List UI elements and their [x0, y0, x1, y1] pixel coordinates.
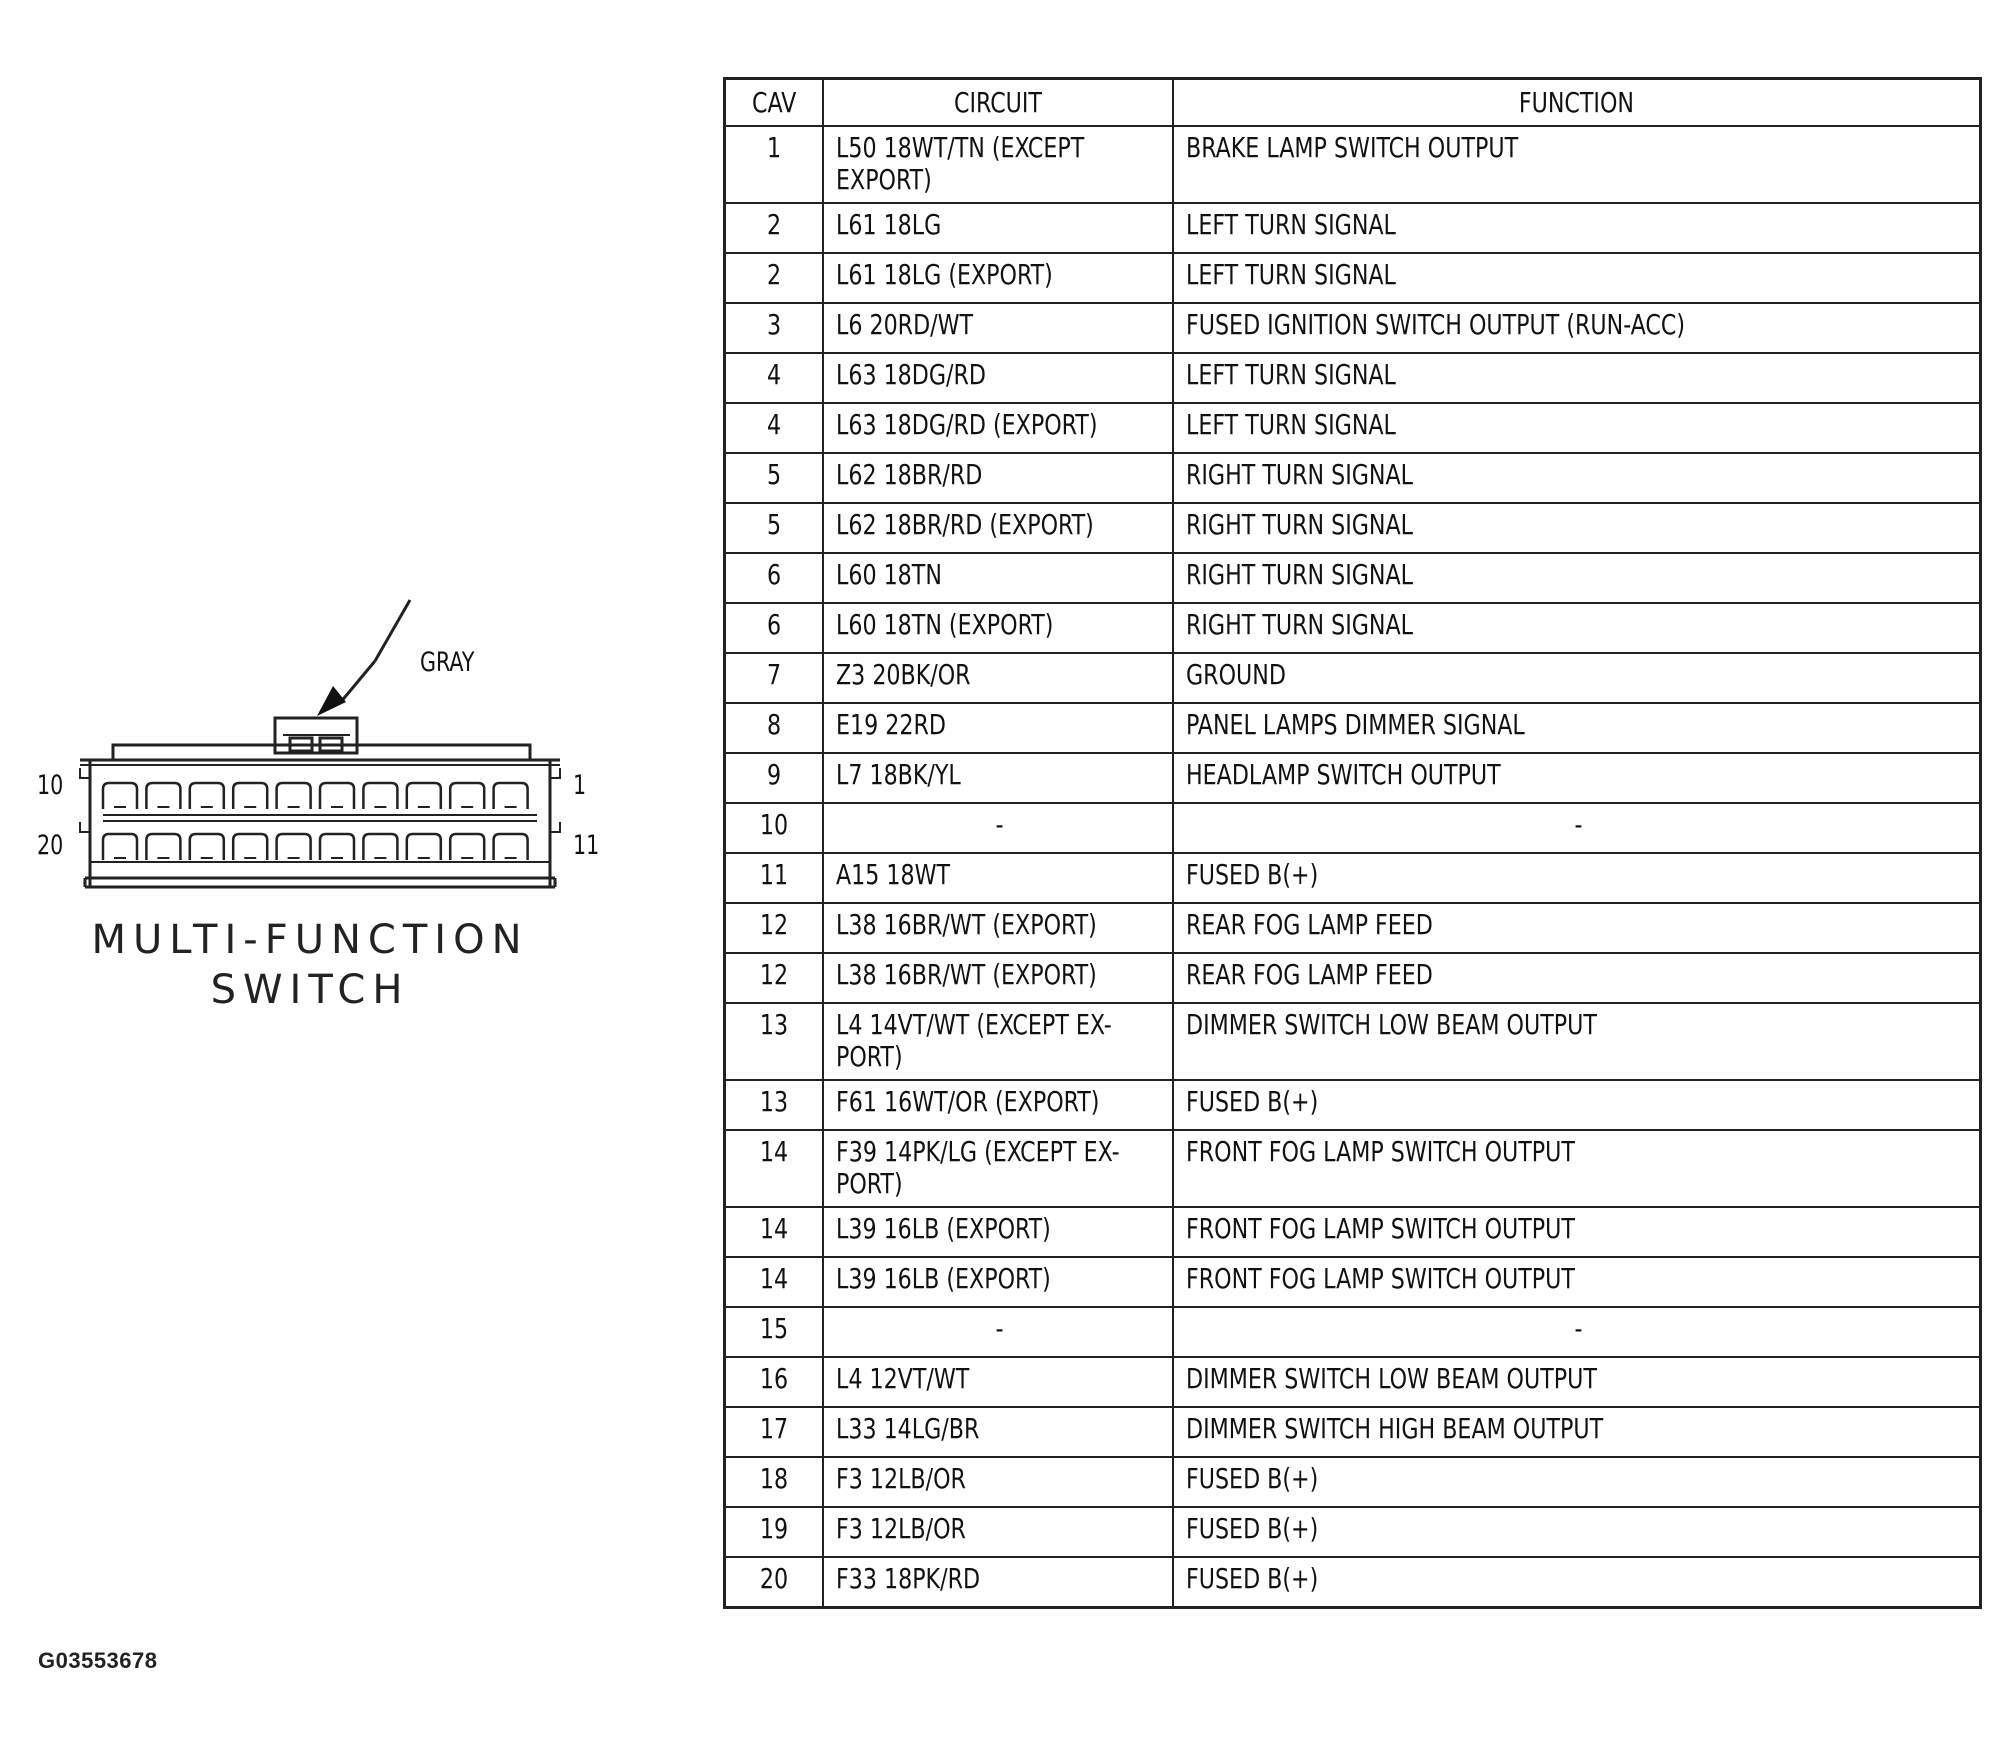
- function-cell: LEFT TURN SIGNAL: [1173, 403, 1981, 453]
- connector-cavity: [450, 783, 484, 809]
- function-cell: GROUND: [1173, 653, 1981, 703]
- table-row: [725, 753, 1981, 803]
- connector-name: [60, 915, 560, 1015]
- function-cell: FUSED B(+): [1173, 1457, 1981, 1507]
- table-row: [725, 126, 1981, 203]
- cav-cell: 16: [725, 1357, 823, 1407]
- connector-cavity: [190, 783, 224, 809]
- cav-cell: 11: [725, 853, 823, 903]
- function-cell: HEADLAMP SWITCH OUTPUT: [1173, 753, 1981, 803]
- circuit-cell: L39 16LB (EXPORT): [823, 1207, 1173, 1257]
- cav-cell: 1: [725, 126, 823, 203]
- function-cell: -: [1173, 803, 1981, 853]
- function-cell: RIGHT TURN SIGNAL: [1173, 553, 1981, 603]
- connector-figure: [0, 600, 700, 1020]
- cav-cell: 6: [725, 603, 823, 653]
- function-cell: REAR FOG LAMP FEED: [1173, 903, 1981, 953]
- table-row: [725, 953, 1981, 1003]
- function-cell: LEFT TURN SIGNAL: [1173, 203, 1981, 253]
- connector-cavity: [407, 783, 441, 809]
- circuit-cell: L50 18WT/TN (EXCEPT EXPORT): [823, 126, 1173, 203]
- function-cell: RIGHT TURN SIGNAL: [1173, 603, 1981, 653]
- wire-color-label: GRAY: [420, 647, 475, 678]
- connector-housing: [80, 745, 560, 887]
- pin-label-bottom-left: 20: [37, 830, 64, 861]
- cav-cell: 4: [725, 403, 823, 453]
- gray-leader-arrow: [317, 600, 410, 716]
- connector-cavity: [494, 834, 528, 860]
- cav-cell: 14: [725, 1257, 823, 1307]
- cav-cell: 14: [725, 1207, 823, 1257]
- function-cell: FUSED B(+): [1173, 1080, 1981, 1130]
- function-cell: FUSED B(+): [1173, 1557, 1981, 1607]
- table-row: [725, 1307, 1981, 1357]
- circuit-cell: L61 18LG: [823, 203, 1173, 253]
- pin-label-bottom-right: 11: [573, 830, 600, 861]
- table-row: [725, 1207, 1981, 1257]
- connector-cavity: [103, 783, 137, 809]
- connector-cavity: [277, 783, 311, 809]
- table-row: [725, 1257, 1981, 1307]
- table-row: [725, 603, 1981, 653]
- table-row: [725, 353, 1981, 403]
- function-cell: DIMMER SWITCH LOW BEAM OUTPUT: [1173, 1003, 1981, 1080]
- cavity-row-top: [103, 783, 528, 809]
- function-cell: LEFT TURN SIGNAL: [1173, 253, 1981, 303]
- circuit-cell: F3 12LB/OR: [823, 1457, 1173, 1507]
- circuit-cell: L6 20RD/WT: [823, 303, 1173, 353]
- table-row: [725, 903, 1981, 953]
- circuit-cell: L60 18TN: [823, 553, 1173, 603]
- header-function: FUNCTION: [1173, 79, 1981, 127]
- cav-cell: 19: [725, 1507, 823, 1557]
- cav-cell: 2: [725, 203, 823, 253]
- circuit-cell: -: [823, 803, 1173, 853]
- connector-cavity: [320, 783, 354, 809]
- function-cell: -: [1173, 1307, 1981, 1357]
- cav-cell: 17: [725, 1407, 823, 1457]
- cav-cell: 6: [725, 553, 823, 603]
- cav-cell: 15: [725, 1307, 823, 1357]
- table-row: [725, 303, 1981, 353]
- function-cell: FUSED B(+): [1173, 1507, 1981, 1557]
- circuit-cell: L39 16LB (EXPORT): [823, 1257, 1173, 1307]
- table-row: [725, 203, 1981, 253]
- function-cell: FRONT FOG LAMP SWITCH OUTPUT: [1173, 1207, 1981, 1257]
- cav-cell: 14: [725, 1130, 823, 1207]
- cav-cell: 2: [725, 253, 823, 303]
- connector-name-line2: SWITCH: [210, 967, 410, 1013]
- cav-cell: 13: [725, 1003, 823, 1080]
- function-cell: REAR FOG LAMP FEED: [1173, 953, 1981, 1003]
- circuit-cell: L61 18LG (EXPORT): [823, 253, 1173, 303]
- table-row: [725, 653, 1981, 703]
- connector-cavity: [363, 834, 397, 860]
- circuit-cell: L62 18BR/RD (EXPORT): [823, 503, 1173, 553]
- circuit-cell: L60 18TN (EXPORT): [823, 603, 1173, 653]
- table-row: [725, 1003, 1981, 1080]
- cav-cell: 3: [725, 303, 823, 353]
- cav-cell: 5: [725, 503, 823, 553]
- function-cell: FRONT FOG LAMP SWITCH OUTPUT: [1173, 1257, 1981, 1307]
- circuit-cell: F39 14PK/LG (EXCEPT EX-PORT): [823, 1130, 1173, 1207]
- table-row: [725, 1080, 1981, 1130]
- function-cell: FUSED B(+): [1173, 853, 1981, 903]
- circuit-cell: E19 22RD: [823, 703, 1173, 753]
- cav-cell: 12: [725, 953, 823, 1003]
- connector-cavity: [233, 834, 267, 860]
- table-body: [725, 126, 1981, 1607]
- circuit-cell: L4 12VT/WT: [823, 1357, 1173, 1407]
- cav-cell: 10: [725, 803, 823, 853]
- table-header-row: [725, 79, 1981, 127]
- pinout-table: [723, 77, 1982, 1609]
- function-cell: FRONT FOG LAMP SWITCH OUTPUT: [1173, 1130, 1981, 1207]
- function-cell: LEFT TURN SIGNAL: [1173, 353, 1981, 403]
- figure-code: G03553678: [38, 1648, 158, 1673]
- function-cell: PANEL LAMPS DIMMER SIGNAL: [1173, 703, 1981, 753]
- cav-cell: 7: [725, 653, 823, 703]
- connector-cavity: [277, 834, 311, 860]
- circuit-cell: -: [823, 1307, 1173, 1357]
- connector-cavity: [320, 834, 354, 860]
- cav-cell: 5: [725, 453, 823, 503]
- connector-cavity: [146, 834, 180, 860]
- pin-label-top-left: 10: [37, 770, 64, 801]
- table-row: [725, 1457, 1981, 1507]
- table-row: [725, 1130, 1981, 1207]
- cavity-row-bottom: [103, 834, 528, 860]
- table-row: [725, 703, 1981, 753]
- cav-cell: 12: [725, 903, 823, 953]
- cav-cell: 20: [725, 1557, 823, 1607]
- connector-cavity: [190, 834, 224, 860]
- pin-label-top-right: 1: [573, 770, 587, 801]
- table-row: [725, 503, 1981, 553]
- connector-cavity: [494, 783, 528, 809]
- circuit-cell: L62 18BR/RD: [823, 453, 1173, 503]
- circuit-cell: L33 14LG/BR: [823, 1407, 1173, 1457]
- table-row: [725, 253, 1981, 303]
- circuit-cell: L7 18BK/YL: [823, 753, 1173, 803]
- circuit-cell: L4 14VT/WT (EXCEPT EX-PORT): [823, 1003, 1173, 1080]
- connector-latch: [275, 718, 357, 753]
- cav-cell: 13: [725, 1080, 823, 1130]
- table-row: [725, 553, 1981, 603]
- connector-cavity: [363, 783, 397, 809]
- circuit-cell: L38 16BR/WT (EXPORT): [823, 903, 1173, 953]
- function-cell: DIMMER SWITCH HIGH BEAM OUTPUT: [1173, 1407, 1981, 1457]
- circuit-cell: F3 12LB/OR: [823, 1507, 1173, 1557]
- circuit-cell: L63 18DG/RD (EXPORT): [823, 403, 1173, 453]
- connector-cavity: [103, 834, 137, 860]
- function-cell: RIGHT TURN SIGNAL: [1173, 503, 1981, 553]
- connector-name-line1: MULTI-FUNCTION: [91, 917, 529, 963]
- connector-cavity: [146, 783, 180, 809]
- header-cav: CAV: [725, 79, 823, 127]
- circuit-cell: L63 18DG/RD: [823, 353, 1173, 403]
- connector-cavity: [450, 834, 484, 860]
- function-cell: DIMMER SWITCH LOW BEAM OUTPUT: [1173, 1357, 1981, 1407]
- table-row: [725, 1407, 1981, 1457]
- table-row: [725, 1557, 1981, 1607]
- table-row: [725, 803, 1981, 853]
- cav-cell: 8: [725, 703, 823, 753]
- header-circuit: CIRCUIT: [823, 79, 1173, 127]
- table-row: [725, 403, 1981, 453]
- cav-cell: 9: [725, 753, 823, 803]
- table-row: [725, 453, 1981, 503]
- function-cell: RIGHT TURN SIGNAL: [1173, 453, 1981, 503]
- table-row: [725, 1507, 1981, 1557]
- function-cell: BRAKE LAMP SWITCH OUTPUT: [1173, 126, 1981, 203]
- circuit-cell: F61 16WT/OR (EXPORT): [823, 1080, 1173, 1130]
- cav-cell: 18: [725, 1457, 823, 1507]
- circuit-cell: L38 16BR/WT (EXPORT): [823, 953, 1173, 1003]
- circuit-cell: Z3 20BK/OR: [823, 653, 1173, 703]
- cav-cell: 4: [725, 353, 823, 403]
- circuit-cell: A15 18WT: [823, 853, 1173, 903]
- connector-cavity: [407, 834, 441, 860]
- circuit-cell: F33 18PK/RD: [823, 1557, 1173, 1607]
- table-row: [725, 1357, 1981, 1407]
- function-cell: FUSED IGNITION SWITCH OUTPUT (RUN-ACC): [1173, 303, 1981, 353]
- connector-cavity: [233, 783, 267, 809]
- table-row: [725, 853, 1981, 903]
